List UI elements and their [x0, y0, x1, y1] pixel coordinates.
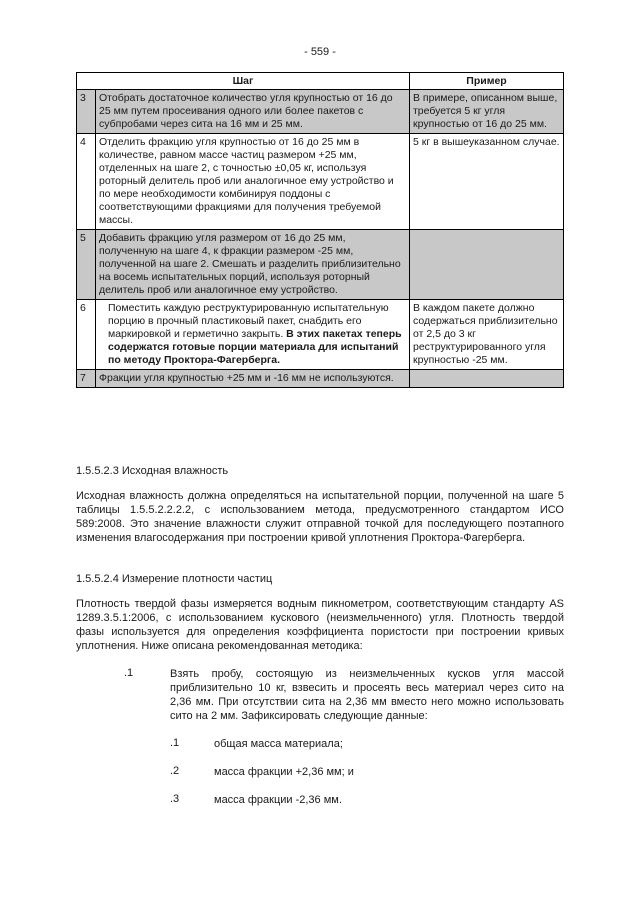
example-text — [410, 230, 564, 300]
procedure-table — [76, 72, 564, 388]
section-paragraph: Исходная влажность должна определяться на испытательной порции, полученной на шаге 5 таблицы 1.5.5.2.2.2.2, с использованием метода, предусмотренного стандартом ИСО 589:2008. Это значение влажности служит отправной точкой для последующего поэтапного изменения влагосодержания при построении кривой уплотнения Проктора-Фагерберга. — [76, 490, 564, 544]
example-text: В примере, описанном выше, требуется 5 кг угля крупностью от 16 до 25 мм. — [410, 90, 564, 134]
sublist-item-text: общая масса материала; — [214, 738, 343, 750]
sublist-item-number: .1 — [170, 737, 180, 749]
step-cell — [96, 300, 410, 370]
header-example: Пример — [410, 73, 564, 90]
step-text-bold: В этих пакетах теперь содержатся готовые порции материала для испытаний по методу Проктора-Фагерберга. — [108, 328, 402, 366]
step-number: 4 — [77, 134, 96, 230]
step-text: Отделить фракцию угля крупностью от 16 до 25 мм в количестве, равном массе частиц размером +25 мм, отделенных на шаге 2, с точностью ±0,05 кг, используя роторный делитель проб или аналогичное ему устройство и по мере необходимости комбинируя поддоны с соответствующими фракциями для получения требуемой массы. — [96, 134, 410, 230]
header-step: Шаг — [77, 73, 410, 90]
table-header-row — [77, 73, 564, 90]
table-row — [77, 370, 564, 388]
section-paragraph: Плотность твердой фазы измеряется водным пикнометром, соответствующим стандарту AS 1289.3.5.1:2006, с использованием кускового (неизмельченного) угля. Плотность твердой фазы используется для определения коэффициента пористости при построении кривых уплотнения. Ниже описана рекомендованная методика: — [76, 598, 564, 652]
example-text: В каждом пакете должно содержаться приблизительно от 2,5 до 3 кг реструктурированного угля крупностью -25 мм. — [410, 300, 564, 370]
step-number: 6 — [77, 300, 96, 370]
step-text: Добавить фракцию угля размером от 16 до 25 мм, полученную на шаге 4, к фракции размером -25 мм, полученной на шаге 2. Смешать и разделить приблизительно на восемь испытательных порций, используя роторный делитель проб или аналогичное ему устройство. — [96, 230, 410, 300]
sublist-item-text: масса фракции -2,36 мм. — [214, 794, 342, 806]
table-row — [77, 230, 564, 300]
step-number: 3 — [77, 90, 96, 134]
example-text: 5 кг в вышеуказанном случае. — [410, 134, 564, 230]
step-text: Поместить каждую реструктурированную испытательную порцию в прочный пластиковый пакет, снабдить его маркировкой и герметично закрыть. — [108, 302, 389, 340]
list-item-text: Взять пробу, состоящую из неизмельченных кусков угля массой приблизительно 10 кг, взвесить и просеять весь материал через сито на 2,36 мм. При отсутствии сита на 2,36 мм вместо него можно использовать сито на 2 мм. Зафиксировать следующие данные: — [170, 668, 564, 722]
table-row — [77, 300, 564, 370]
page-number: - 559 - — [304, 46, 336, 58]
example-text — [410, 370, 564, 388]
step-number: 7 — [77, 370, 96, 388]
sublist-item-text: масса фракции +2,36 мм; и — [214, 766, 354, 778]
table-row — [77, 134, 564, 230]
section-heading: 1.5.5.2.3 Исходная влажность — [76, 465, 229, 477]
list-item-number: .1 — [124, 667, 134, 679]
sublist-item-number: .3 — [170, 793, 180, 805]
table-row — [77, 90, 564, 134]
sublist-item-number: .2 — [170, 765, 180, 777]
step-text: Фракции угля крупностью +25 мм и -16 мм не используются. — [96, 370, 410, 388]
section-heading: 1.5.5.2.4 Измерение плотности частиц — [76, 573, 273, 585]
step-text: Отобрать достаточное количество угля крупностью от 16 до 25 мм путем просеивания одного или более пакетов с субпробами через сита на 16 мм и 25 мм. — [96, 90, 410, 134]
step-number: 5 — [77, 230, 96, 300]
